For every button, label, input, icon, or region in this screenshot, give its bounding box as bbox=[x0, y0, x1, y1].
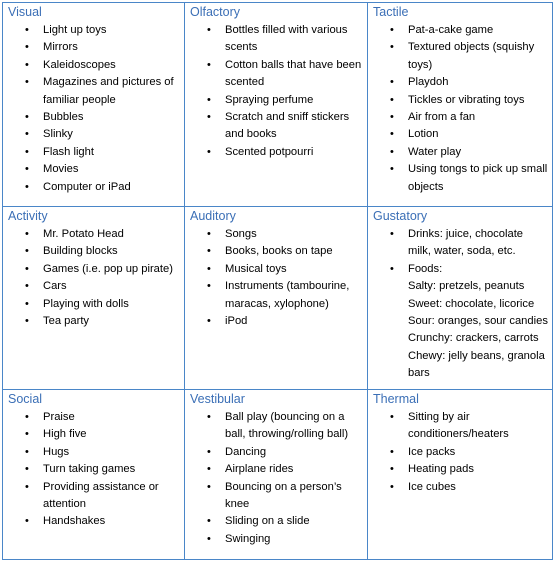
list-item: • Bottles filled with various scents bbox=[190, 22, 364, 57]
list-item: • Tea party bbox=[8, 313, 181, 330]
list-item: • Heating pads bbox=[373, 461, 549, 478]
list-item: • Playdoh bbox=[373, 74, 549, 91]
list-item: • Air from a fan bbox=[373, 109, 549, 126]
list-item: • Textured objects (squishy toys) bbox=[373, 39, 549, 74]
list-item: • Magazines and pictures of familiar people bbox=[8, 74, 181, 109]
item-list-social bbox=[8, 409, 181, 531]
category-heading-activity: Activity bbox=[8, 209, 48, 223]
cell-visual bbox=[3, 3, 185, 207]
list-item: • Swinging bbox=[190, 531, 364, 548]
foods-label: Foods: bbox=[408, 262, 443, 275]
list-item-foods bbox=[373, 261, 549, 383]
list-item: • Games (i.e. pop up pirate) bbox=[8, 261, 181, 278]
item-list-tactile bbox=[373, 22, 549, 196]
cell-tactile bbox=[368, 3, 553, 207]
category-heading-vestibular: Vestibular bbox=[190, 392, 245, 406]
list-item: • Kaleidoscopes bbox=[8, 57, 181, 74]
category-heading-thermal: Thermal bbox=[373, 392, 419, 406]
item-list-gustatory bbox=[373, 226, 549, 383]
list-item: • Pat-a-cake game bbox=[373, 22, 549, 39]
list-item: • Sitting by air conditioners/heaters bbox=[373, 409, 549, 444]
list-item: • Flash light bbox=[8, 144, 181, 161]
list-item: • Hugs bbox=[8, 444, 181, 461]
sensory-activities-table bbox=[2, 2, 553, 560]
list-item: • Dancing bbox=[190, 444, 364, 461]
list-item: • Bouncing on a person’s knee bbox=[190, 479, 364, 514]
list-item: • Mirrors bbox=[8, 39, 181, 56]
list-item: • Bubbles bbox=[8, 109, 181, 126]
cell-gustatory bbox=[368, 207, 553, 390]
cell-olfactory bbox=[185, 3, 368, 207]
list-item: • Scented potpourri bbox=[190, 144, 364, 161]
list-item: • Playing with dolls bbox=[8, 296, 181, 313]
list-item: • Handshakes bbox=[8, 513, 181, 530]
list-item: • Songs bbox=[190, 226, 364, 243]
list-item: • Instruments (tambourine, maracas, xylophone) bbox=[190, 278, 364, 313]
food-line-salty: Salty: pretzels, peanuts bbox=[408, 280, 525, 293]
list-item: • Using tongs to pick up small objects bbox=[373, 161, 549, 196]
item-list-auditory bbox=[190, 226, 364, 330]
food-line-crunchy: Crunchy: crackers, carrots bbox=[408, 332, 539, 345]
cell-activity bbox=[3, 207, 185, 390]
list-item: • Building blocks bbox=[8, 243, 181, 260]
list-item: • Airplane rides bbox=[190, 461, 364, 478]
list-item: • Slinky bbox=[8, 126, 181, 143]
list-item: • Tickles or vibrating toys bbox=[373, 92, 549, 109]
cell-thermal bbox=[368, 390, 553, 560]
list-item: • Sliding on a slide bbox=[190, 513, 364, 530]
list-item: • Water play bbox=[373, 144, 549, 161]
list-item: • Drinks: juice, chocolate milk, water, soda, etc. bbox=[373, 226, 549, 261]
list-item: • Ball play (bouncing on a ball, throwing/rolling ball) bbox=[190, 409, 364, 444]
category-heading-tactile: Tactile bbox=[373, 5, 409, 19]
list-item: • High five bbox=[8, 426, 181, 443]
list-item: • Cars bbox=[8, 278, 181, 295]
list-item: • iPod bbox=[190, 313, 364, 330]
list-item: • Providing assistance or attention bbox=[8, 479, 181, 514]
list-item: • Light up toys bbox=[8, 22, 181, 39]
list-item: • Turn taking games bbox=[8, 461, 181, 478]
list-item: • Musical toys bbox=[190, 261, 364, 278]
item-list-thermal bbox=[373, 409, 549, 496]
item-list-vestibular bbox=[190, 409, 364, 548]
list-item: • Spraying perfume bbox=[190, 92, 364, 109]
food-line-chewy: Chewy: jelly beans, granola bars bbox=[408, 349, 545, 380]
category-heading-olfactory: Olfactory bbox=[190, 5, 241, 19]
list-item: • Ice cubes bbox=[373, 479, 549, 496]
list-item: • Movies bbox=[8, 161, 181, 178]
category-heading-visual: Visual bbox=[8, 5, 42, 19]
item-list-visual bbox=[8, 22, 181, 196]
list-item: • Cotton balls that have been scented bbox=[190, 57, 364, 92]
list-item: • Mr. Potato Head bbox=[8, 226, 181, 243]
cell-social bbox=[3, 390, 185, 560]
cell-auditory bbox=[185, 207, 368, 390]
category-heading-gustatory: Gustatory bbox=[373, 209, 428, 223]
item-list-olfactory bbox=[190, 22, 364, 161]
item-list-activity bbox=[8, 226, 181, 330]
list-item: • Computer or iPad bbox=[8, 179, 181, 196]
list-item: • Praise bbox=[8, 409, 181, 426]
category-heading-auditory: Auditory bbox=[190, 209, 236, 223]
list-item: • Lotion bbox=[373, 126, 549, 143]
list-item: • Books, books on tape bbox=[190, 243, 364, 260]
food-line-sweet: Sweet: chocolate, licorice bbox=[408, 297, 535, 310]
category-heading-social: Social bbox=[8, 392, 43, 406]
list-item: • Ice packs bbox=[373, 444, 549, 461]
food-line-sour: Sour: oranges, sour candies bbox=[408, 315, 548, 328]
cell-vestibular bbox=[185, 390, 368, 560]
list-item: • Scratch and sniff stickers and books bbox=[190, 109, 364, 144]
